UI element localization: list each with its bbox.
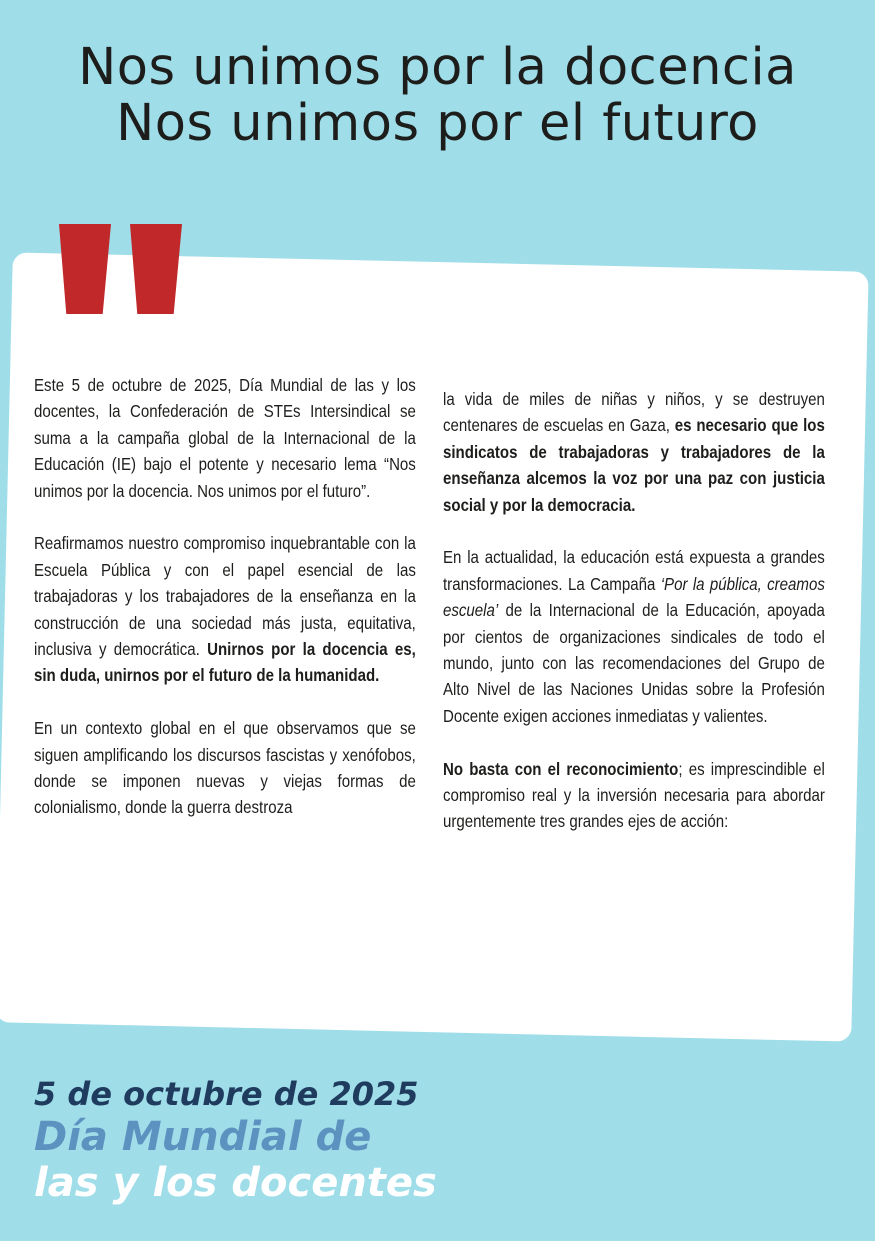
paragraph-text: Reafirmamos nuestro compromiso inquebrantable con la Escuela Pública y con el papel esencial de las trabajadoras y los trabajadores de la enseñanza en la construcción de una sociedad más justa, equitativa, inclusiva y democrática.: [34, 533, 416, 660]
campaign-name: ‘Por la pública, creamos escuela’: [443, 573, 825, 621]
paragraph-emphasis: Unirnos por la docencia es, sin duda, unirnos por el futuro de la humanidad.: [34, 639, 416, 686]
paragraph-emphasis: No basta con el reconocimiento: [443, 758, 679, 779]
left-column: [34, 372, 416, 847]
paragraph-text: En la actualidad, la educación está expuesta a grandes transformaciones. La Campaña: [443, 547, 825, 594]
paragraph-text: de la Internacional de la Educación, apoyada por cientos de organizaciones sindicales de todo el mundo, junto con las recomendaciones del Grupo de Alto Nivel de las Naciones Unidas sobre la Profesión Docente exigen acciones inmediatas y valientes.: [443, 600, 825, 726]
page-title: [0, 40, 875, 152]
paragraph: En un contexto global en el que observamos que se siguen amplificando los discursos fascistas y xenófobos, donde se imponen nuevas y viejas formas de colonialismo, donde la guerra destroza: [34, 718, 416, 818]
paragraph-text: la vida de miles de niñas y niños, y se destruyen centenares de escuelas en Gaza,: [443, 389, 825, 436]
footer: [34, 1074, 437, 1206]
event-name-line-2: las y los docentes: [34, 1160, 437, 1206]
quote-mark-icon-second: [130, 224, 182, 314]
paragraph: [443, 544, 825, 729]
title-line-1: Nos unimos por la docencia: [78, 38, 797, 97]
title-line-2: Nos unimos por el futuro: [116, 94, 759, 153]
paragraph: [34, 530, 416, 688]
paragraph: [443, 756, 825, 835]
event-name-line-1: Día Mundial de: [34, 1114, 372, 1160]
paragraph-text: ; es imprescindible el compromiso real y la inversión necesaria para abordar urgentemente tres grandes ejes de acción:: [443, 758, 825, 832]
quote-mark-icon: [59, 224, 111, 314]
paragraph: Este 5 de octubre de 2025, Día Mundial de las y los docentes, la Confederación de STEs Intersindical se suma a la campaña global de la Internacional de la Educación (IE) bajo el potente y necesario lema “Nos unimos por la docencia. Nos unimos por el futuro”.: [34, 375, 416, 501]
paragraph-emphasis: es necesario que los sindicatos de trabajadoras y trabajadores de la enseñanza alcemos la voz por una paz con justicia social y por la democracia.: [443, 415, 825, 515]
event-date: 5 de octubre de 2025: [34, 1075, 419, 1113]
paragraph: [443, 386, 825, 518]
right-column: [443, 386, 825, 861]
